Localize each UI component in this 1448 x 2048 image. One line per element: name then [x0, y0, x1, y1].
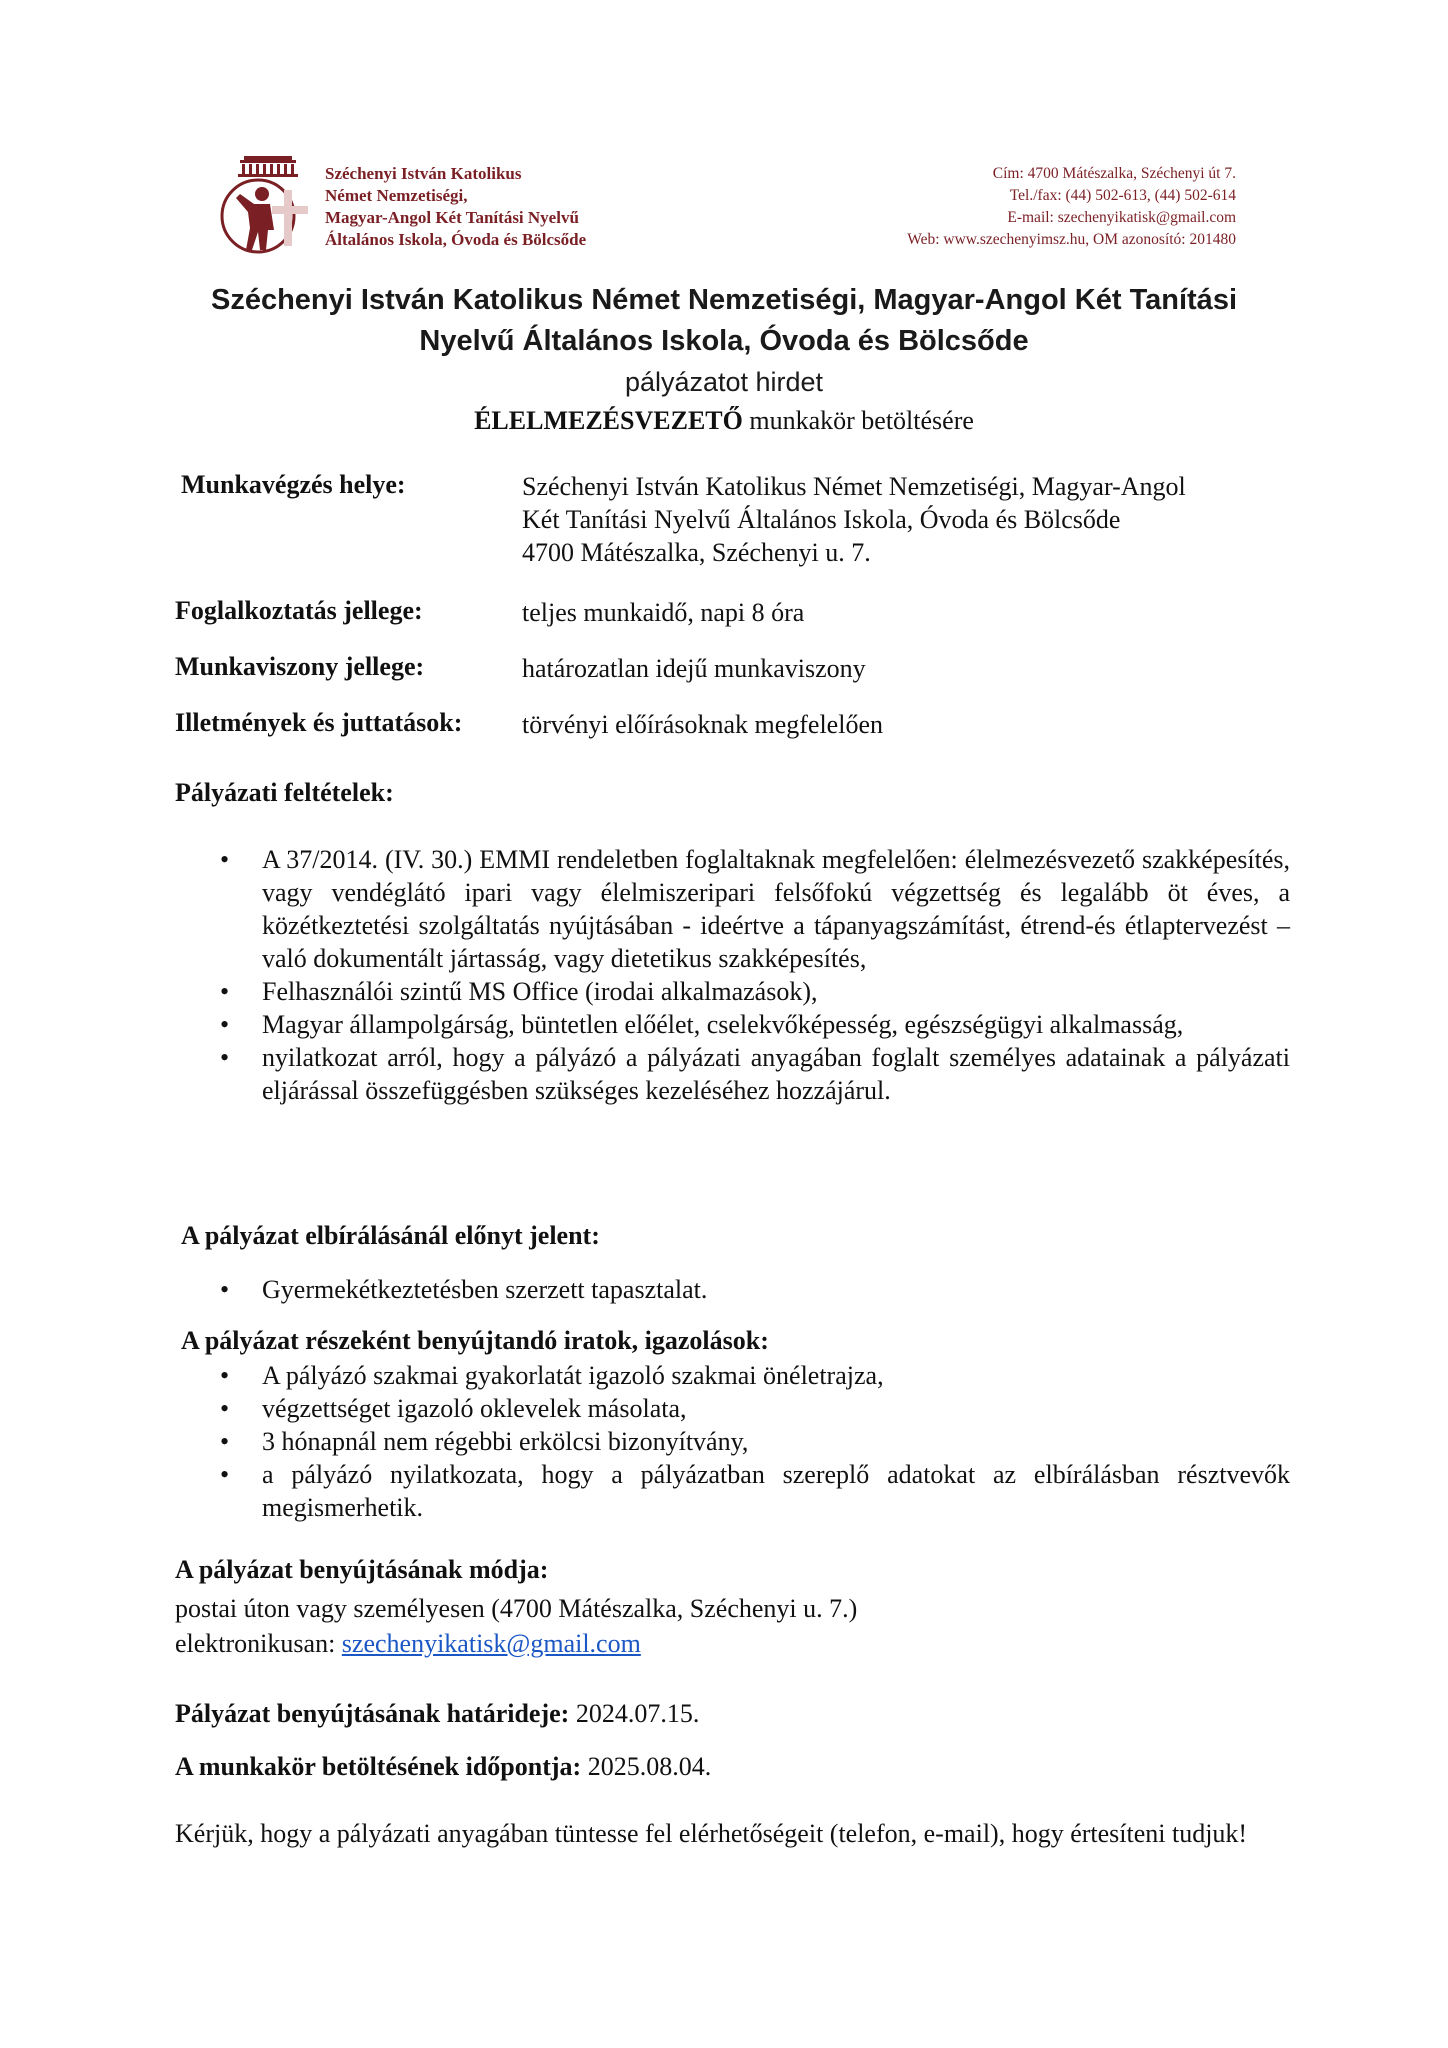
list-item: • a pályázó nyilatkozata, hogy a pályázatban szereplő adatokat az elbírálásban résztvevők megismerhetik.: [220, 1460, 1290, 1522]
employment-value: teljes munkaidő, napi 8 óra: [522, 598, 805, 627]
list-item: • Felhasználói szintű MS Office (irodai alkalmazások),: [220, 977, 818, 1006]
contract-label: Munkaviszony jellege:: [175, 652, 425, 681]
start-value: 2025.08.04.: [581, 1752, 712, 1781]
bullet-icon: •: [220, 1460, 230, 1489]
school-name-line: Német Nemzetiségi,: [325, 186, 468, 205]
conditions-title: Pályázati feltételek:: [175, 778, 394, 807]
page-title-line-1: Széchenyi István Katolikus Német Nemzetiségi, Magyar-Angol Két Tanítási: [210, 284, 1238, 316]
documents-list: [180, 1359, 1290, 1524]
conditions-list: [180, 843, 1290, 1107]
contract-value: határozatlan idejű munkaviszony: [522, 654, 866, 683]
deadline-label: Pályázat benyújtásának határideje:: [175, 1699, 570, 1728]
school-name-line: Magyar-Angol Két Tanítási Nyelvű: [325, 208, 579, 227]
school-name-line: Széchenyi István Katolikus: [325, 164, 522, 183]
workplace-line: Két Tanítási Nyelvű Általános Iskola, Óvoda és Bölcsőde: [522, 505, 1121, 534]
school-name-line: Általános Iskola, Óvoda és Bölcsőde: [325, 230, 587, 249]
employment-label: Foglalkoztatás jellege:: [175, 596, 423, 625]
contact-phone: Tel./fax: (44) 502-613, (44) 502-614: [1009, 187, 1236, 204]
advantage-list: [180, 1273, 1290, 1306]
position-name: ÉLELMEZÉSVEZETŐ: [474, 406, 743, 435]
submission-title: A pályázat benyújtásának módja:: [175, 1555, 549, 1584]
bullet-icon: •: [220, 1427, 230, 1456]
contact-email: E-mail: szechenyikatisk@gmail.com: [1007, 209, 1236, 226]
workplace-value: [522, 470, 1186, 569]
position-suffix: munkakör betöltésére: [742, 406, 974, 435]
bullet-icon: •: [220, 977, 230, 1006]
bullet-icon: •: [220, 1361, 230, 1390]
list-item: • Magyar állampolgárság, büntetlen előélet, cselekvőképesség, egészségügyi alkalmasság,: [220, 1010, 1184, 1039]
salary-label: Illetmények és juttatások:: [175, 708, 463, 737]
electronic-label: elektronikusan:: [175, 1629, 342, 1658]
bullet-icon: •: [220, 1010, 230, 1039]
list-item: • nyilatkozat arról, hogy a pályázó a pályázati anyagában foglalt személyes adatainak a pályázati eljárással összefüggésben szükséges kezeléséhez hozzájárul.: [220, 1043, 1290, 1105]
list-item: • A pályázó szakmai gyakorlatát igazoló szakmai önéletrajza,: [220, 1361, 884, 1390]
list-item: • 3 hónapnál nem régebbi erkölcsi bizonyítvány,: [220, 1427, 749, 1456]
list-item: • végzettséget igazoló oklevelek másolata,: [220, 1394, 687, 1423]
workplace-line: Széchenyi István Katolikus Német Nemzetiségi, Magyar-Angol: [522, 472, 1186, 501]
submission-electronic: [175, 1627, 1290, 1660]
bullet-icon: •: [220, 1275, 230, 1304]
page-title-line-2: Nyelvű Általános Iskola, Óvoda és Bölcsőde: [419, 325, 1029, 357]
workplace-label: Munkavégzés helye:: [181, 470, 406, 499]
contact-web: Web: www.szechenyimsz.hu, OM azonosító: 201480: [907, 231, 1236, 248]
deadline-value: 2024.07.15.: [569, 1699, 700, 1728]
submission-postal: postai úton vagy személyesen (4700 Mátészalka, Széchenyi u. 7.): [175, 1594, 858, 1623]
list-item: • Gyermekétkeztetésben szerzett tapasztalat.: [220, 1275, 708, 1304]
contact-block: [907, 163, 1236, 251]
announce-text: pályázatot hirdet: [624, 367, 824, 397]
start-label: A munkakör betöltésének időpontja:: [175, 1752, 582, 1781]
closing-text: Kérjük, hogy a pályázati anyagában tüntesse fel elérhetőségeit (telefon, e-mail), hogy értesíteni tudjuk!: [175, 1819, 1248, 1848]
email-link[interactable]: szechenyikatisk@gmail.com: [341, 1629, 641, 1658]
list-item: • A 37/2014. (IV. 30.) EMMI rendeletben foglaltaknak megfelelően: élelmezésvezető szakképesítés, vagy vendéglátó ipari vagy élelmiszeripari felsőfokú végzettség és legalább öt éves, a közétkeztetési szolgáltatás nyújtásában - ideértve a tápanyagszámítást, étrend-és étlaptervezést – való dokumentált jártasság, vagy dietetikus szakképesítés,: [220, 845, 1290, 973]
school-name-block: [325, 163, 586, 251]
school-logo-icon: [218, 150, 318, 262]
advantage-title: A pályázat elbírálásánál előnyt jelent:: [181, 1221, 600, 1250]
workplace-line: 4700 Mátészalka, Széchenyi u. 7.: [522, 538, 871, 567]
deadline-line: [175, 1697, 1290, 1730]
start-line: [175, 1750, 1290, 1783]
bullet-icon: •: [220, 1043, 230, 1072]
documents-title: A pályázat részeként benyújtandó iratok, igazolások:: [181, 1326, 769, 1355]
bullet-icon: •: [220, 1394, 230, 1423]
position-title: [0, 406, 1448, 436]
salary-value: törvényi előírásoknak megfelelően: [522, 710, 883, 739]
bullet-icon: •: [220, 845, 230, 874]
contact-address: Cím: 4700 Mátészalka, Széchenyi út 7.: [992, 165, 1236, 182]
